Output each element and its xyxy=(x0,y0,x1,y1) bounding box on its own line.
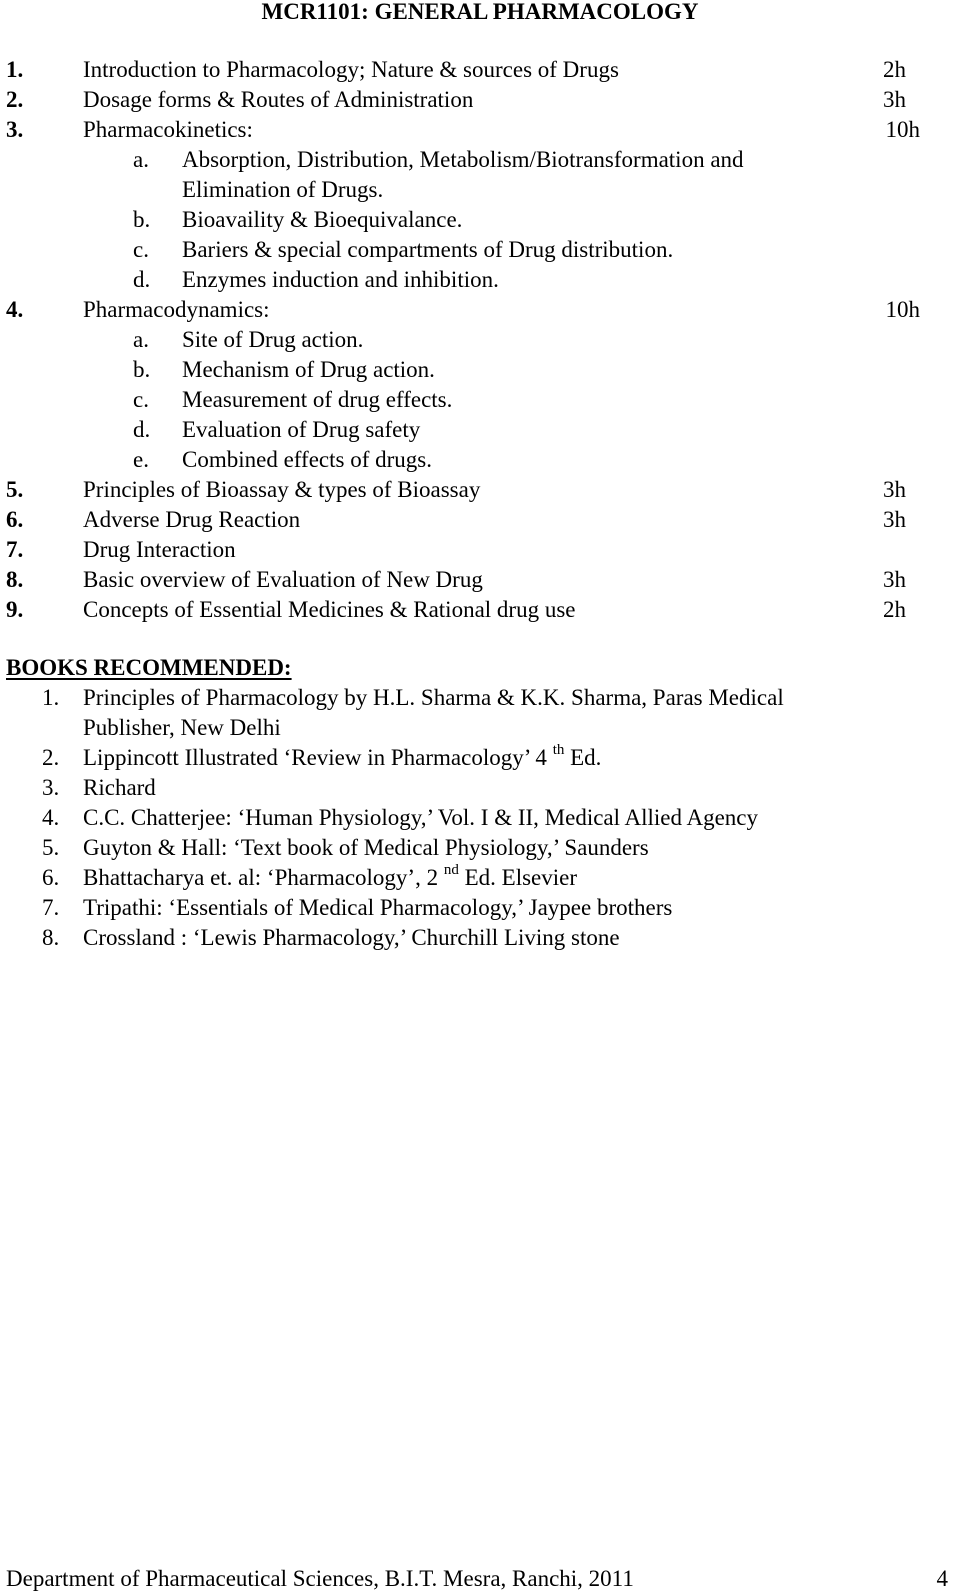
topic-number: 2. xyxy=(6,87,24,112)
book-number: 6. xyxy=(42,865,60,890)
book-number: 4. xyxy=(42,805,60,830)
topic-hours: 3h xyxy=(883,87,906,112)
book-edition-superscript: th xyxy=(552,742,565,759)
subtopic-row xyxy=(0,235,960,265)
subtopic-text: Elimination of Drugs. xyxy=(182,177,384,202)
book-number: 8. xyxy=(42,925,60,950)
topic-row xyxy=(0,505,960,535)
topic-row xyxy=(0,295,960,325)
subtopic-text: Mechanism of Drug action. xyxy=(182,357,435,382)
topic-hours: 3h xyxy=(883,477,906,502)
topic-row xyxy=(0,55,960,85)
topic-text: Introduction to Pharmacology; Nature & sources of Drugs xyxy=(83,57,619,82)
page-footer: Department of Pharmaceutical Sciences, B.I.T. Mesra, Ranchi, 2011 xyxy=(6,1566,634,1591)
book-text: Guyton & Hall: ‘Text book of Medical Physiology,’ Saunders xyxy=(83,835,649,860)
subtopic-row xyxy=(0,205,960,235)
book-text: Crossland : ‘Lewis Pharmacology,’ Churchill Living stone xyxy=(83,925,620,950)
subtopic-text: Combined effects of drugs. xyxy=(182,447,432,472)
book-item xyxy=(0,833,960,863)
book-item xyxy=(0,773,960,803)
subtopic-letter: d. xyxy=(133,417,151,442)
topic-hours: 2h xyxy=(883,597,906,622)
topic-hours: 3h xyxy=(883,567,906,592)
subtopic-row xyxy=(0,445,960,475)
subtopic-text: Evaluation of Drug safety xyxy=(182,417,421,442)
book-item xyxy=(0,923,960,953)
book-number: 5. xyxy=(42,835,60,860)
topic-number: 5. xyxy=(6,477,24,502)
topic-text: Concepts of Essential Medicines & Rational drug use xyxy=(83,597,576,622)
topic-number: 3. xyxy=(6,117,24,142)
book-text: Publisher, New Delhi xyxy=(83,715,281,740)
book-item-continued xyxy=(0,713,960,743)
subtopic-row-continued xyxy=(0,175,960,205)
topic-number: 7. xyxy=(6,537,24,562)
topic-number: 6. xyxy=(6,507,24,532)
subtopic-letter: d. xyxy=(133,267,151,292)
book-item xyxy=(0,743,960,773)
book-text: C.C. Chatterjee: ‘Human Physiology,’ Vol. I & II, Medical Allied Agency xyxy=(83,805,758,830)
book-text xyxy=(83,743,601,773)
subtopic-row xyxy=(0,415,960,445)
topic-row xyxy=(0,475,960,505)
topic-text: Pharmacodynamics: xyxy=(83,297,270,322)
book-text-suffix: Ed. Elsevier xyxy=(458,865,577,890)
topic-number: 9. xyxy=(6,597,24,622)
topic-text: Pharmacokinetics: xyxy=(83,117,253,142)
topic-text: Drug Interaction xyxy=(83,537,236,562)
subtopic-text: Bariers & special compartments of Drug distribution. xyxy=(182,237,674,262)
topic-row xyxy=(0,85,960,115)
topic-text: Basic overview of Evaluation of New Drug xyxy=(83,567,483,592)
subtopic-letter: b. xyxy=(133,207,151,232)
subtopic-letter: e. xyxy=(133,447,149,472)
book-number: 7. xyxy=(42,895,60,920)
topic-hours: 3h xyxy=(883,507,906,532)
subtopic-letter: a. xyxy=(133,147,149,172)
subtopic-row xyxy=(0,145,960,175)
subtopic-row xyxy=(0,385,960,415)
subtopic-text: Enzymes induction and inhibition. xyxy=(182,267,499,292)
topic-row xyxy=(0,535,960,565)
subtopic-text: Site of Drug action. xyxy=(182,327,364,352)
subtopic-letter: c. xyxy=(133,237,149,262)
book-number: 1. xyxy=(42,685,60,710)
topic-hours: 10h xyxy=(885,297,920,322)
page-title: MCR1101: GENERAL PHARMACOLOGY xyxy=(261,0,699,24)
book-edition-superscript: nd xyxy=(443,862,459,879)
topic-number: 8. xyxy=(6,567,24,592)
subtopic-letter: a. xyxy=(133,327,149,352)
subtopic-row xyxy=(0,265,960,295)
book-text: Richard xyxy=(83,775,156,800)
topic-row xyxy=(0,115,960,145)
topic-text: Principles of Bioassay & types of Bioassay xyxy=(83,477,481,502)
book-text-main: Lippincott Illustrated ‘Review in Pharmacology’ 4 xyxy=(83,745,553,770)
books-heading: BOOKS RECOMMENDED: xyxy=(6,655,292,680)
topic-hours: 10h xyxy=(885,117,920,142)
topic-number: 4. xyxy=(6,297,24,322)
subtopic-row xyxy=(0,355,960,385)
subtopic-letter: b. xyxy=(133,357,151,382)
book-number: 3. xyxy=(42,775,60,800)
book-text: Tripathi: ‘Essentials of Medical Pharmacology,’ Jaypee brothers xyxy=(83,895,673,920)
book-text: Principles of Pharmacology by H.L. Sharma & K.K. Sharma, Paras Medical xyxy=(83,685,784,710)
subtopic-text: Absorption, Distribution, Metabolism/Biotransformation and xyxy=(182,147,744,172)
topic-hours: 2h xyxy=(883,57,906,82)
book-text-main: Bhattacharya et. al: ‘Pharmacology’, 2 xyxy=(83,865,444,890)
page-number: 4 xyxy=(936,1566,948,1591)
book-item xyxy=(0,683,960,713)
topic-row xyxy=(0,595,960,625)
book-item xyxy=(0,893,960,923)
book-text xyxy=(83,863,577,893)
topic-row xyxy=(0,565,960,595)
subtopic-letter: c. xyxy=(133,387,149,412)
subtopic-text: Bioavaility & Bioequivalance. xyxy=(182,207,463,232)
subtopic-row xyxy=(0,325,960,355)
topic-text: Adverse Drug Reaction xyxy=(83,507,301,532)
topic-text: Dosage forms & Routes of Administration xyxy=(83,87,474,112)
book-item xyxy=(0,863,960,893)
book-text-suffix: Ed. xyxy=(564,745,602,770)
book-number: 2. xyxy=(42,745,60,770)
topic-number: 1. xyxy=(6,57,24,82)
subtopic-text: Measurement of drug effects. xyxy=(182,387,453,412)
book-item xyxy=(0,803,960,833)
